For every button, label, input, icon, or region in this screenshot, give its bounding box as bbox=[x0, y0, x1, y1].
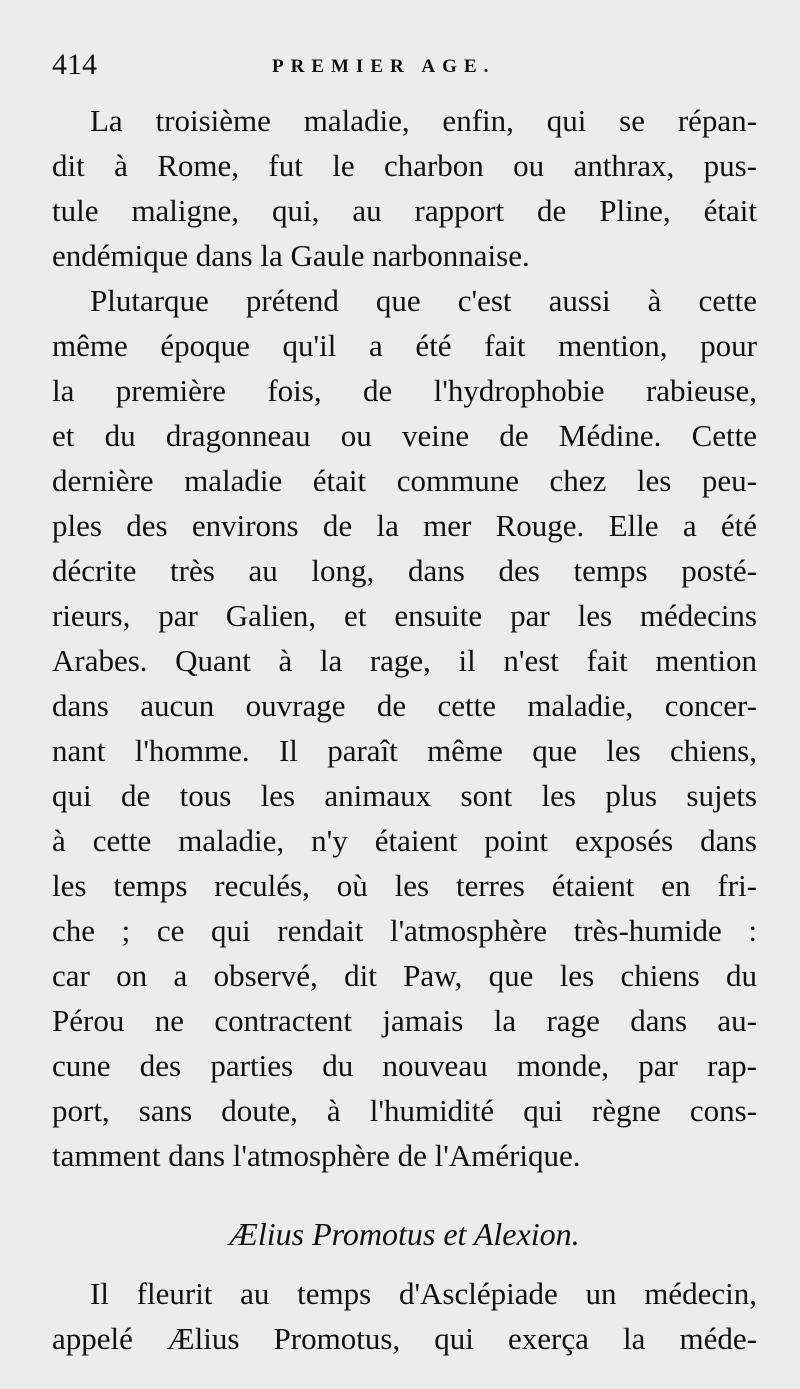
page-number: 414 bbox=[52, 48, 97, 81]
text-line: dans aucun ouvrage de cette maladie, concer- bbox=[52, 688, 757, 723]
text-line: décrite très au long, dans des temps posté- bbox=[52, 553, 757, 588]
text-line: cune des parties du nouveau monde, par rap- bbox=[52, 1048, 757, 1083]
text-line: La troisième maladie, enfin, qui se répan- bbox=[90, 103, 757, 138]
text-line: Il fleurit au temps d'Asclépiade un médecin, bbox=[90, 1276, 757, 1311]
text-line: appelé Ælius Promotus, qui exerça la méde- bbox=[52, 1321, 757, 1356]
text-line: les temps reculés, où les terres étaient en fri- bbox=[52, 868, 757, 903]
text-line: tule maligne, qui, au rapport de Pline, était bbox=[52, 193, 757, 228]
text-line: nant l'homme. Il paraît même que les chiens, bbox=[52, 733, 757, 768]
text-line: car on a observé, dit Paw, que les chiens du bbox=[52, 958, 757, 993]
text-line: qui de tous les animaux sont les plus sujets bbox=[52, 778, 757, 813]
text-line: Arabes. Quant à la rage, il n'est fait mention bbox=[52, 643, 757, 678]
body-text bbox=[52, 98, 757, 1361]
paragraph-2 bbox=[52, 278, 757, 1178]
paragraph-3 bbox=[52, 1271, 757, 1361]
running-head bbox=[52, 48, 764, 88]
text-line: che ; ce qui rendait l'atmosphère très-humide : bbox=[52, 913, 757, 948]
text-line: port, sans doute, à l'humidité qui règne cons- bbox=[52, 1093, 757, 1128]
text-line: la première fois, de l'hydrophobie rabieuse, bbox=[52, 373, 757, 408]
text-line: tamment dans l'atmosphère de l'Amérique. bbox=[52, 1138, 581, 1173]
text-line: et du dragonneau ou veine de Médine. Cette bbox=[52, 418, 757, 453]
text-line: même époque qu'il a été fait mention, pour bbox=[52, 328, 757, 363]
paragraph-1 bbox=[52, 98, 757, 278]
section-heading: Ælius Promotus et Alexion. bbox=[229, 1216, 580, 1252]
text-line: Pérou ne contractent jamais la rage dans au- bbox=[52, 1003, 757, 1038]
text-line: Plutarque prétend que c'est aussi à cette bbox=[90, 283, 757, 318]
text-line: dit à Rome, fut le charbon ou anthrax, pus- bbox=[52, 148, 757, 183]
text-line: dernière maladie était commune chez les peu- bbox=[52, 463, 757, 498]
text-line: rieurs, par Galien, et ensuite par les médecins bbox=[52, 598, 757, 633]
text-line: ples des environs de la mer Rouge. Elle a été bbox=[52, 508, 757, 543]
running-title: PREMIER AGE. bbox=[272, 56, 496, 77]
text-line: à cette maladie, n'y étaient point exposés dans bbox=[52, 823, 757, 858]
text-line: endémique dans la Gaule narbonnaise. bbox=[52, 238, 530, 273]
